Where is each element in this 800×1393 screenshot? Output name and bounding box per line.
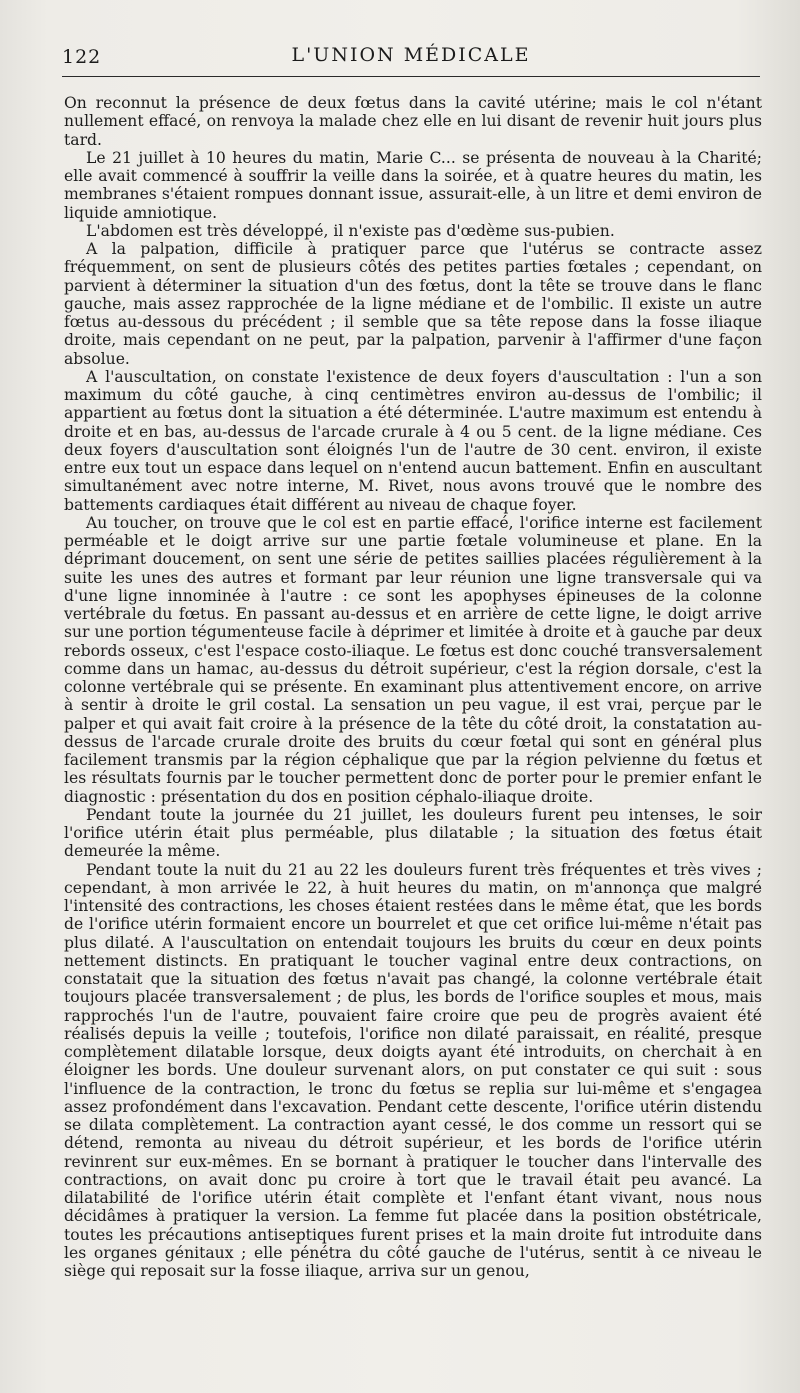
article-body (64, 94, 762, 1280)
paragraph: A l'auscultation, on constate l'existence de deux foyers d'auscultation : l'un a son maximum du côté gauche, à cinq centimètres environ au-dessus de l'ombilic; il appartient au fœtus dont la situation a été déterminée. L'autre maximum est entendu à droite et en bas, au-dessus de l'arcade crurale à 4 ou 5 cent. de la ligne médiane. Ces deux foyers d'auscultation sont éloignés l'un de l'autre de 30 cent. environ, il existe entre eux tout un espace dans lequel on n'entend aucun battement. Enfin en auscultant simultanément avec notre interne, M. Rivet, nous avons trouvé que le nombre des battements cardiaques était différent au niveau de chaque foyer. (64, 367, 762, 514)
paragraph: Pendant toute la journée du 21 juillet, les douleurs furent peu intenses, le soir l'orifice utérin était plus perméable, plus dilatable ; la situation des fœtus était demeurée la même. (64, 805, 762, 861)
paragraph: L'abdomen est très développé, il n'existe pas d'œdème sus-pubien. (86, 221, 615, 240)
page-number: 122 (62, 46, 102, 68)
paragraph: On reconnut la présence de deux fœtus dans la cavité utérine; mais le col n'étant nullement effacé, on renvoya la malade chez elle en lui disant de revenir huit jours plus tard. (64, 94, 762, 149)
page-header (62, 40, 760, 77)
paragraph: Pendant toute la nuit du 21 au 22 les douleurs furent très fréquentes et très vives ; cependant, à mon arrivée le 22, à huit heures du matin, on m'annonça que malgré l'intensité des contractions, les choses étaient restées dans le même état, que les bords de l'orifice utérin formaient encore un bourrelet et que cet orifice lui-même n'était pas plus dilaté. A l'auscultation on entendait toujours les bruits du cœur en deux points nettement distincts. En pratiquant le toucher vaginal entre deux contractions, on constatait que la situation des fœtus n'avait pas changé, la colonne vertébrale était toujours placée transversalement ; de plus, les bords de l'orifice souples et mous, mais rapprochés l'un de l'autre, pouvaient faire croire que peu de progrès avaient été réalisés depuis la veille ; toutefois, l'orifice non dilaté paraissait, en réalité, presque complètement dilatable lorsque, deux doigts ayant été introduits, on cherchait à en éloigner les bords. Une douleur survenant alors, on put constater ce qui suit : sous l'influence de la contraction, le tronc du fœtus se replia sur lui-même et s'engagea assez profondément dans l'excavation. Pendant cette descente, l'orifice utérin distendu se dilata complètement. La contraction ayant cessé, le dos comme un ressort qui se détend, remonta au niveau du détroit supérieur, et les bords de l'orifice utérin revinrent sur eux-mêmes. En se bornant à pratiquer le toucher dans l'intervalle des contractions, on avait donc pu croire à tort que le travail était peu avancé. La dilatabilité de l'orifice utérin était complète et l'enfant étant vivant, nous nous décidâmes à pratiquer la version. La femme fut placée dans la position obstétricale, toutes les précautions antiseptiques furent prises et la main droite fut introduite dans les organes génitaux ; elle pénétra du côté gauche de l'utérus, sentit à ce niveau le siège qui reposait sur la fosse iliaque, arriva sur un genou, (64, 860, 762, 1280)
paragraph: Au toucher, on trouve que le col est en partie effacé, l'orifice interne est facilement perméable et le doigt arrive sur une partie fœtale volumineuse et plane. En la déprimant doucement, on sent une série de petites saillies placées régulièrement à la suite les unes des autres et formant par leur réunion une ligne transversale qui va d'une ligne innominée à l'autre : ce sont les apophyses épineuses de la colonne vertébrale du fœtus. En passant au-dessus et en arrière de cette ligne, le doigt arrive sur une portion tégumenteuse facile à déprimer et limitée à droite et à gauche par deux rebords osseux, c'est l'espace costo-iliaque. Le fœtus est donc couché transversalement comme dans un hamac, au-dessus du détroit supérieur, c'est la région dorsale, c'est la colonne vertébrale qui se présente. En examinant plus attentivement encore, on arrive à sentir à droite le gril costal. La sensation un peu vague, il est vrai, perçue par le palper et qui avait fait croire à la présence de la tête du côté droit, la constatation au-dessus de l'arcade crurale droite des bruits du cœur fœtal qui sont en général plus facilement transmis par la région céphalique que par la région pelvienne du fœtus et les résultats fournis par le toucher permettent donc de porter pour le premier enfant le diagnostic : présentation du dos en position céphalo-iliaque droite. (64, 513, 762, 806)
running-title: L'UNION MÉDICALE (291, 44, 531, 66)
paragraph: A la palpation, difficile à pratiquer parce que l'utérus se contracte assez fréquemment, on sent de plusieurs côtés des petites parties fœtales ; cependant, on parvient à déterminer la situation d'un des fœtus, dont la tête se trouve dans le flanc gauche, mais assez rapprochée de la ligne médiane et de l'ombilic. Il existe un autre fœtus au-dessous du précédent ; il semble que sa tête repose dans la fosse iliaque droite, mais cependant on ne peut, par la palpation, parvenir à l'affirmer d'une façon absolue. (64, 240, 762, 368)
paragraph: Le 21 juillet à 10 heures du matin, Marie C... se présenta de nouveau à la Charité; elle avait commencé à souffrir la veille dans la soirée, et à quatre heures du matin, les membranes s'étaient rompues donnant issue, assurait-elle, à un litre et demi environ de liquide amniotique. (64, 148, 762, 222)
